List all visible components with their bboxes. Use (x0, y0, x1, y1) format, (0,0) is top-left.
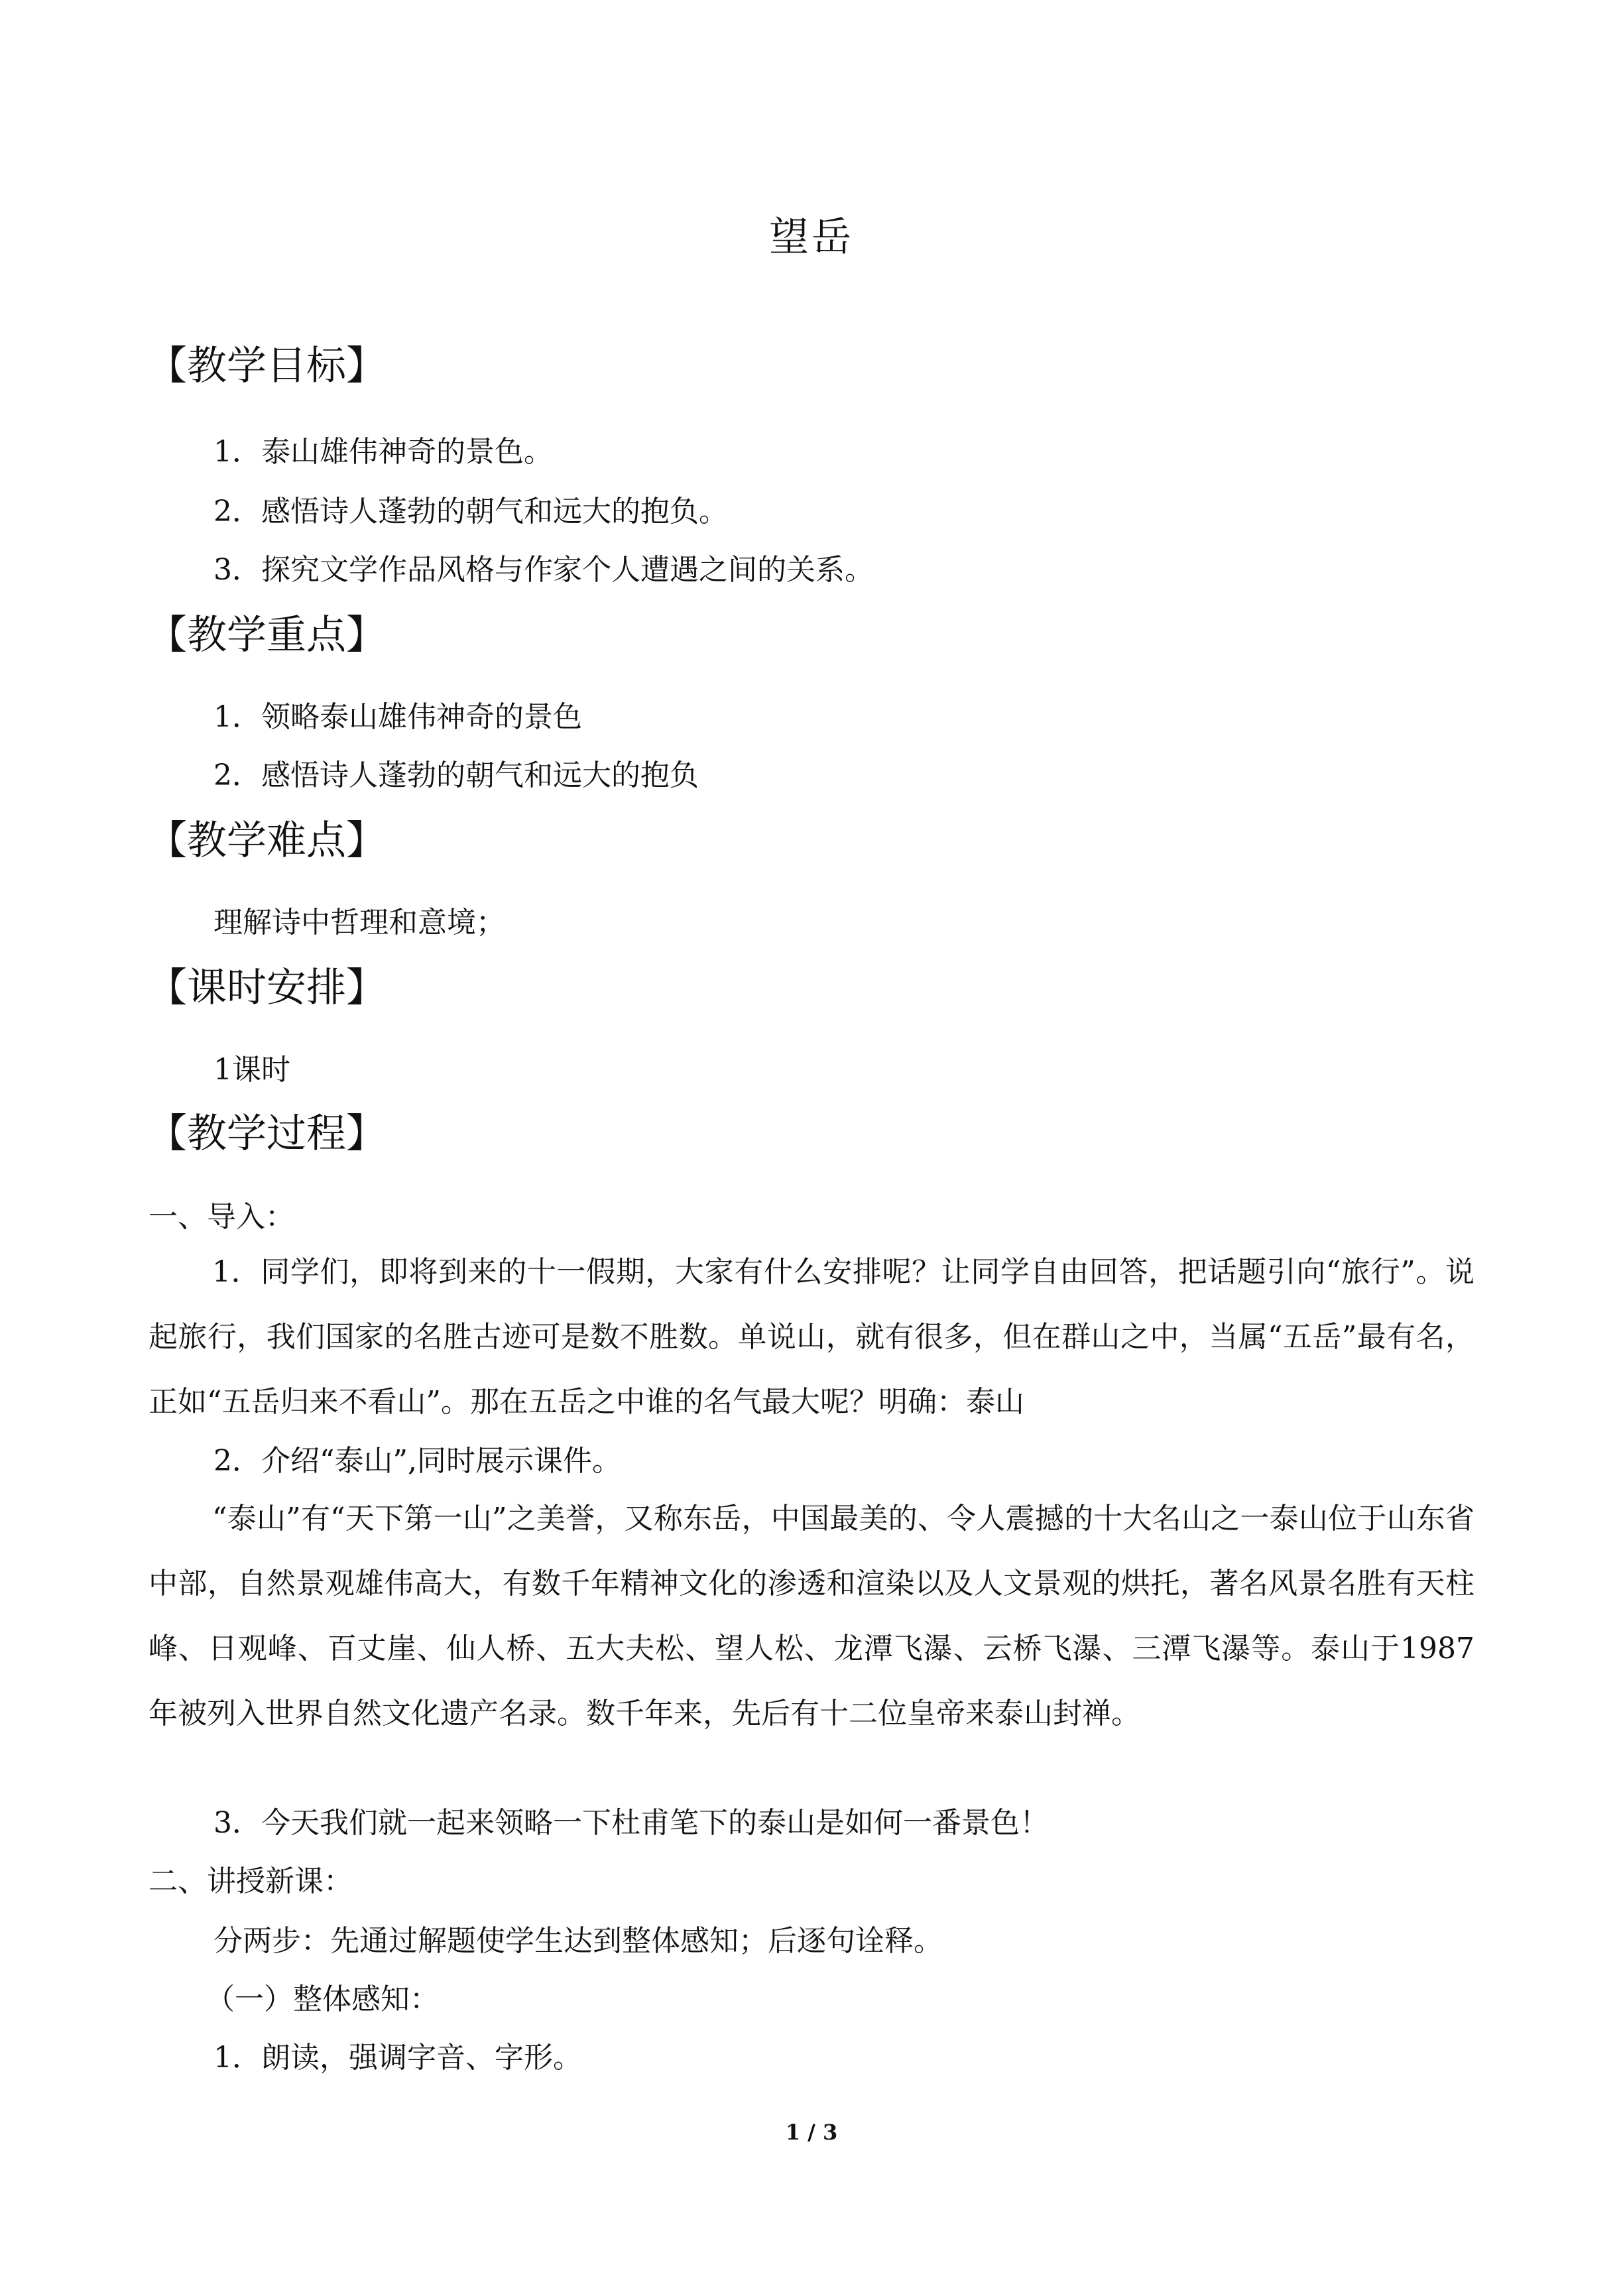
lesson-heading: 二、讲授新课： (149, 1864, 353, 1898)
key-point-item-2: 2．感悟诗人蓬勃的朝气和远大的抱负 (213, 758, 699, 792)
page-title: 望岳 (769, 214, 854, 261)
goal-item-3: 3．探究文学作品风格与作家个人遭遇之间的关系。 (213, 553, 874, 587)
schedule-item-1: 1课时 (213, 1053, 290, 1087)
heading-process: 【教学过程】 (147, 1111, 386, 1157)
intro-paragraph-3: “泰山”有“天下第一山”之美誉，又称东岳，中国最美的、令人震撼的十大名山之一泰山位于山东省中部，自然景观雄伟高大，有数千年精神文化的渗透和渲染以及人文景观的烘托，著名风景名胜有天柱峰、日观峰、百丈崖、仙人桥、五大夫松、望人松、龙潭飞瀑、云桥飞瀑、三潭飞瀑等。泰山于1987年被列入世界自然文化遗产名录。数千年来，先后有十二位皇帝来泰山封禅。 (149, 1502, 1474, 1730)
lesson-paragraph-2: 1．朗读，强调字音、字形。 (213, 2041, 582, 2075)
intro-paragraph-2: 2．介绍“泰山”,同时展示课件。 (213, 1444, 621, 1478)
lesson-subheading-1: （一）整体感知： (206, 1982, 439, 2016)
heading-schedule: 【课时安排】 (147, 965, 386, 1011)
heading-key-points: 【教学重点】 (147, 612, 386, 658)
heading-goals: 【教学目标】 (147, 343, 386, 389)
key-point-item-1: 1．领略泰山雄伟神奇的景色 (213, 700, 582, 734)
intro-paragraph-4: 3．今天我们就一起来领略一下杜甫笔下的泰山是如何一番景色！ (213, 1806, 1049, 1840)
intro-paragraph-1: 1．同学们，即将到来的十一假期，大家有什么安排呢？让同学自由回答，把话题引向“旅行”。说起旅行，我们国家的名胜古迹可是数不胜数。单说山，就有很多，但在群山之中，当属“五岳”最有名，正如“五岳归来不看山”。那在五岳之中谁的名气最大呢？明确：泰山 (149, 1255, 1474, 1419)
difficulty-item-1: 理解诗中哲理和意境； (213, 906, 505, 939)
goal-item-1: 1．泰山雄伟神奇的景色。 (213, 435, 553, 469)
goal-item-2: 2．感悟诗人蓬勃的朝气和远大的抱负。 (213, 495, 728, 528)
heading-difficulties: 【教学难点】 (147, 817, 386, 864)
intro-heading: 一、导入： (149, 1200, 294, 1234)
page-number: 1 / 3 (785, 2120, 838, 2145)
lesson-paragraph-1: 分两步：先通过解题使学生达到整体感知；后逐句诠释。 (213, 1924, 943, 1958)
